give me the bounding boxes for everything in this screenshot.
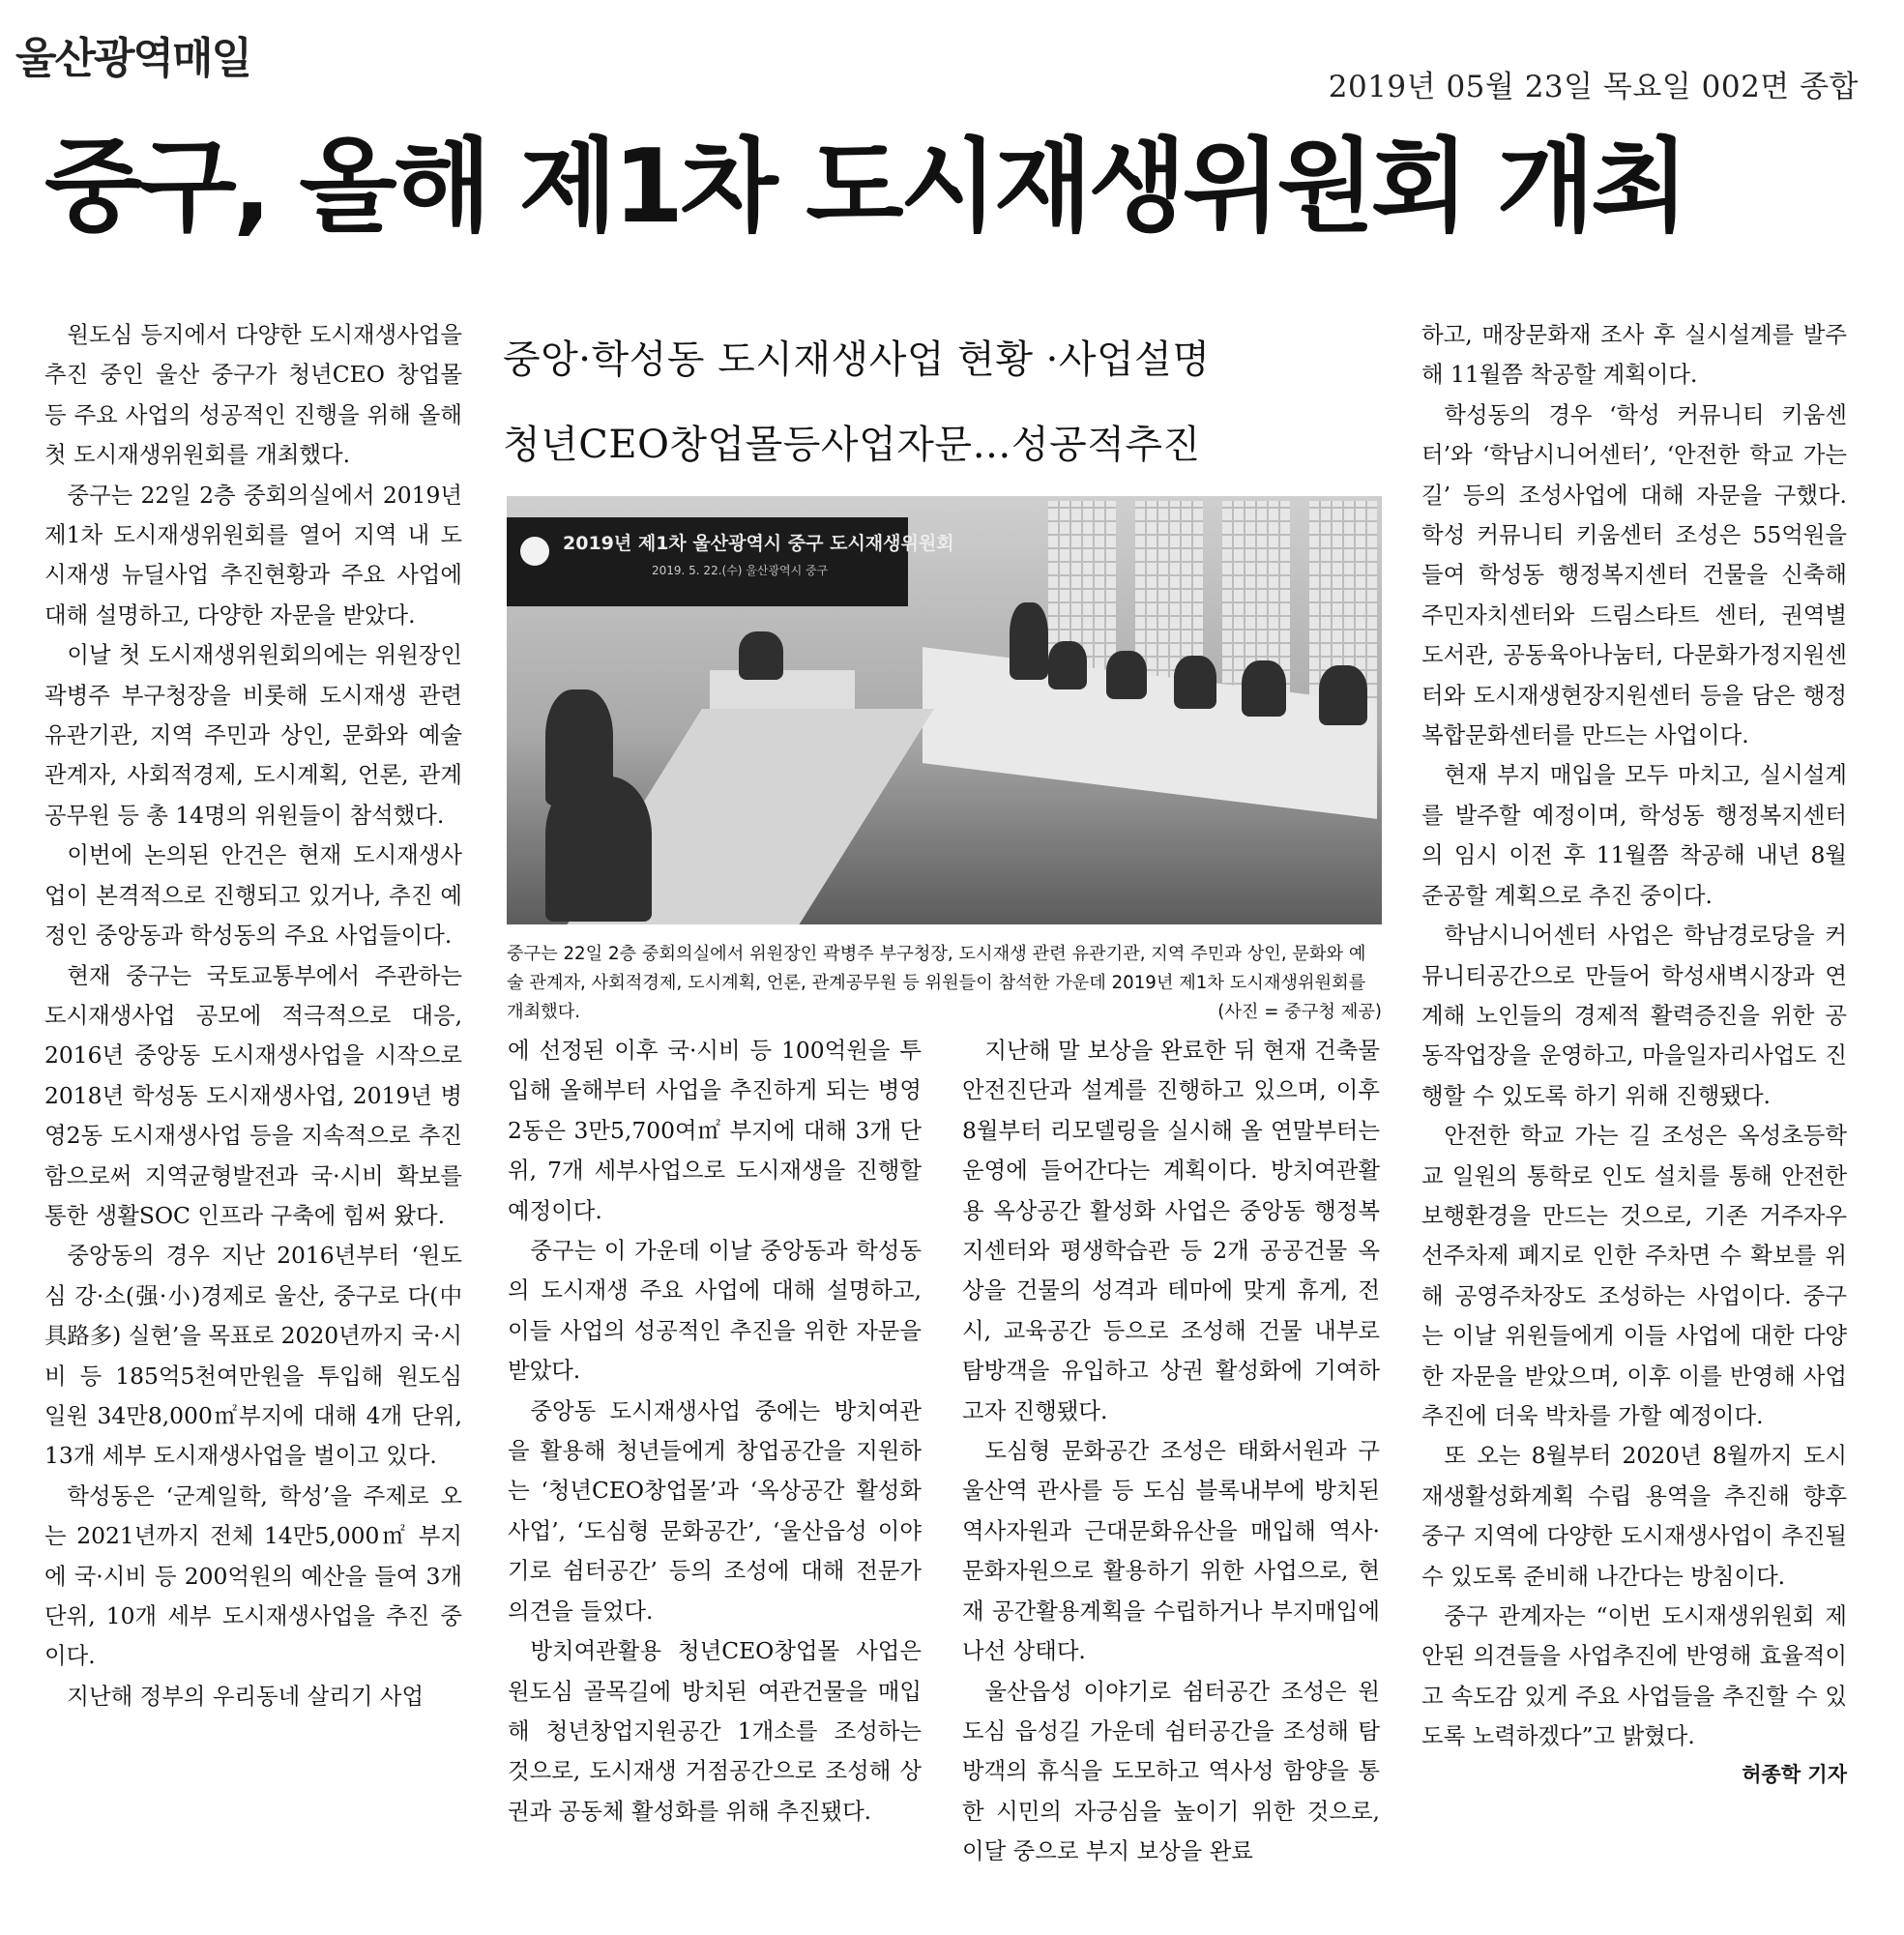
paragraph: 중구 관계자는 “이번 도시재생위원회 제안된 의견들을 사업추진에 반영해 효율적이고 속도감 있게 주요 사업들을 추진할 수 있도록 노력하겠다”고 밝혔다.	[1421, 1602, 1847, 1750]
paragraph: 울산읍성 이야기로 쉼터공간 조성은 원도심 읍성길 가운데 쉼터공간을 조성해 탐방객의 휴식을 도모하고 역사성 함양을 통한 시민의 자긍심을 높이기 위한 것으로, 이달 중으로 부지 보상을 완료	[962, 1677, 1380, 1865]
paragraph: 학성동은 ‘군계일학, 학성’을 주제로 오는 2021년까지 전체 14만5,000㎡ 부지에 국·시비 등 200억원의 예산을 들여 3개 단위, 10개 세부 도시재생사업을 추진 중이다.	[44, 1481, 462, 1670]
paragraph: 중구는 이 가운데 이날 중앙동과 학성동의 도시재생 주요 사업에 대해 설명하고, 이들 사업의 성공적인 추진을 위한 자문을 받았다.	[508, 1237, 922, 1385]
issue-dateline: 2019년 05월 23일 목요일 002면 종합	[1328, 70, 1859, 104]
paragraph: 안전한 학교 가는 길 조성은 옥성초등학교 일원의 통학로 인도 설치를 통해 안전한 보행환경을 만드는 것으로, 기존 거주자우선주차제 폐지로 인한 주차면 수 확보를 위해 공영주차장도 조성하는 사업이다. 중구는 이날 위원들에게 이들 사업에 대한 다양한 자문을 받았으며, 이후 이를 반영해 사업추진에 더욱 박차를 가할 예정이다.	[1421, 1122, 1847, 1429]
reporter-byline: 허종학 기자	[1742, 1762, 1847, 1786]
photo-credit: (사진 = 중구청 제공)	[1217, 1002, 1382, 1022]
attendee	[739, 631, 783, 680]
article-column-4	[1421, 315, 1847, 1804]
newspaper-masthead: 울산광역매일	[15, 34, 251, 83]
paragraph: 이날 첫 도시재생위원회의에는 위원장인 곽병주 부구청장을 비롯해 도시재생 관련 유관기관, 지역 주민과 상인, 문화와 예술 관계자, 사회적경제, 도시계획, 언론, 관계공무원 등 총 14명의 위원들이 참석했다.	[44, 641, 462, 829]
paragraph: 원도심 등지에서 다양한 도시재생사업을 추진 중인 울산 중구가 청년CEO 창업몰 등 주요 사업의 성공적인 진행을 위해 올해 첫 도시재생위원회를 개최했다.	[44, 321, 462, 469]
paragraph: 또 오는 8월부터 2020년 8월까지 도시재생활성화계획 수립 용역을 추진해 향후 중구 지역에 다양한 도시재생사업이 추진될 수 있도록 준비해 나간다는 방침이다.	[1421, 1442, 1847, 1590]
article-column-3	[962, 1031, 1380, 1865]
paragraph: 현재 부지 매입을 모두 마치고, 실시설계를 발주할 예정이며, 학성동 행정복지센터의 임시 이전 후 11월쯤 착공해 내년 8월 준공할 계획으로 추진 중이다.	[1421, 761, 1847, 909]
photo-banner	[507, 517, 954, 606]
paragraph: 학남시니어센터 사업은 학남경로당을 커뮤니티공간으로 만들어 학성새벽시장과 연계해 노인들의 경제적 활력증진을 위한 공동작업장을 운영하고, 마을일자리사업도 진행할 수 있도록 하기 위해 진행됐다.	[1421, 922, 1847, 1109]
photo-banner-title: 2019년 제1차 울산광역시 중구 도시재생위원회	[563, 533, 954, 554]
paragraph: 도심형 문화공간 조성은 태화서원과 구 울산역 관사를 등 도심 블록내부에 방치된 역사자원과 근대문화유산을 매입해 역사·문화자원으로 활용하기 위한 사업으로, 현재 공간활용계획을 수립하거나 부지매입에 나선 상태다.	[962, 1437, 1380, 1665]
photo-banner-subtitle: 2019. 5. 22.(수) 울산광역시 중구	[652, 564, 829, 577]
caption-text: 중구는 22일 2층 중회의실에서 위원장인 곽병주 부구청장, 도시재생 관련 유관기관, 지역 주민과 상인, 문화와 예술 관계자, 사회적경제, 도시계획, 언론, 관계공무원 등 위원들이 참석한 가운데 2019년 제1차 도시재생위원회를 개최했다.	[507, 944, 1366, 1022]
district-logo-icon	[520, 537, 549, 566]
paragraph: 이번에 논의된 안건은 현재 도시재생사업이 본격적으로 진행되고 있거나, 추진 예정인 중앙동과 학성동의 주요 사업들이다.	[44, 841, 462, 950]
paragraph: 에 선정된 이후 국·시비 등 100억원을 투입해 올해부터 사업을 추진하게 되는 병영2동은 3만5,700여㎡ 부지에 대해 3개 단위, 7개 세부사업으로 도시재생을 진행할 예정이다.	[508, 1037, 922, 1224]
attendee	[1106, 651, 1147, 699]
subhead-line-1: 중앙·학성동 도시재생사업 현황 ·사업설명	[503, 337, 1211, 382]
attendee	[1242, 660, 1286, 717]
meeting-photo	[507, 496, 1382, 924]
paragraph: 방치여관활용 청년CEO창업몰 사업은 원도심 골목길에 방치된 여관건물을 매입해 청년창업지원공간 1개소를 조성하는 것으로, 도시재생 거점공간으로 조성해 상권과 공동체 활성화를 위해 추진됐다.	[508, 1637, 922, 1825]
paragraph: 중구는 22일 2층 중회의실에서 2019년 제1차 도시재생위원회를 열어 지역 내 도시재생 뉴딜사업 추진현황과 주요 사업에 대해 설명하고, 다양한 자문을 받았다.	[44, 481, 462, 629]
attendee	[545, 777, 652, 922]
attendee	[1048, 641, 1087, 689]
paragraph: 하고, 매장문화재 조사 후 실시설계를 발주해 11월쯤 착공할 계획이다.	[1421, 321, 1847, 389]
subhead-line-2: 청년CEO창업몰등사업자문…성공적추진	[503, 423, 1201, 467]
article-headline: 중구, 올해 제1차 도시재생위원회 개최	[44, 128, 1685, 246]
attendee	[1010, 602, 1048, 680]
attendee	[1174, 656, 1216, 709]
paragraph: 중앙동의 경우 지난 2016년부터 ‘원도심 강·소(强·小)경제로 울산, 중구로 다(中具路多) 실현’을 목표로 2020년까지 국·시비 등 185억5천여만원을 투입해 원도심 일원 34만8,000㎡부지에 대해 4개 단위, 13개 세부 도시재생사업을 벌이고 있다.	[44, 1242, 462, 1470]
attendee	[1319, 665, 1367, 725]
paragraph: 학성동의 경우 ‘학성 커뮤니티 키움센터’와 ‘학남시니어센터’, ‘안전한 학교 가는 길’ 등의 조성사업에 대해 자문을 구했다. 학성 커뮤니티 키움센터 조성은 55억원을 들여 학성동 행정복지센터 건물을 신축해 주민자치센터와 드림스타트 센터, 권역별 도서관, 공동육아나눔터, 다문화가정지원센터와 도시재생현장지원센터 등을 담은 행정 복합문화센터를 만드는 사업이다.	[1421, 400, 1847, 749]
article-subheads	[503, 317, 1373, 487]
head-table	[710, 670, 855, 713]
article-column-2	[508, 1031, 922, 1825]
paragraph: 중앙동 도시재생사업 중에는 방치여관을 활용해 청년들에게 창업공간을 지원하는 ‘청년CEO창업몰’과 ‘옥상공간 활성화 사업’, ‘도심형 문화공간’, ‘울산읍성 이야기로 쉼터공간’ 등의 조성에 대해 전문가 의견을 들었다.	[508, 1396, 922, 1625]
paragraph: 지난해 정부의 우리동네 살리기 사업	[67, 1682, 425, 1710]
paragraph: 지난해 말 보상을 완료한 뒤 현재 건축물 안전진단과 설계를 진행하고 있으며, 이후 8월부터 리모델링을 실시해 올 연말부터는 운영에 들어간다는 계획이다. 방치여관활용 옥상공간 활성화 사업은 중앙동 행정복지센터와 평생학습관 등 2개 공공건물 옥상을 건물의 성격과 테마에 맞게 휴게, 전시, 교육공간 등으로 조성해 건물 내부로 탐방객을 유입하고 상권 활성화에 기여하고자 진행됐다.	[962, 1037, 1380, 1424]
paragraph: 현재 중구는 국토교통부에서 주관하는 도시재생사업 공모에 적극적으로 대응, 2016년 중앙동 도시재생사업을 시작으로 2018년 학성동 도시재생사업, 2019년 병영2동 도시재생사업 등을 지속적으로 추진함으로써 지역균형발전과 국·시비 확보를 통한 생활SOC 인프라 구축에 힘써 왔다.	[44, 961, 462, 1229]
article-column-1	[44, 315, 462, 1804]
photo-caption	[507, 940, 1382, 1027]
